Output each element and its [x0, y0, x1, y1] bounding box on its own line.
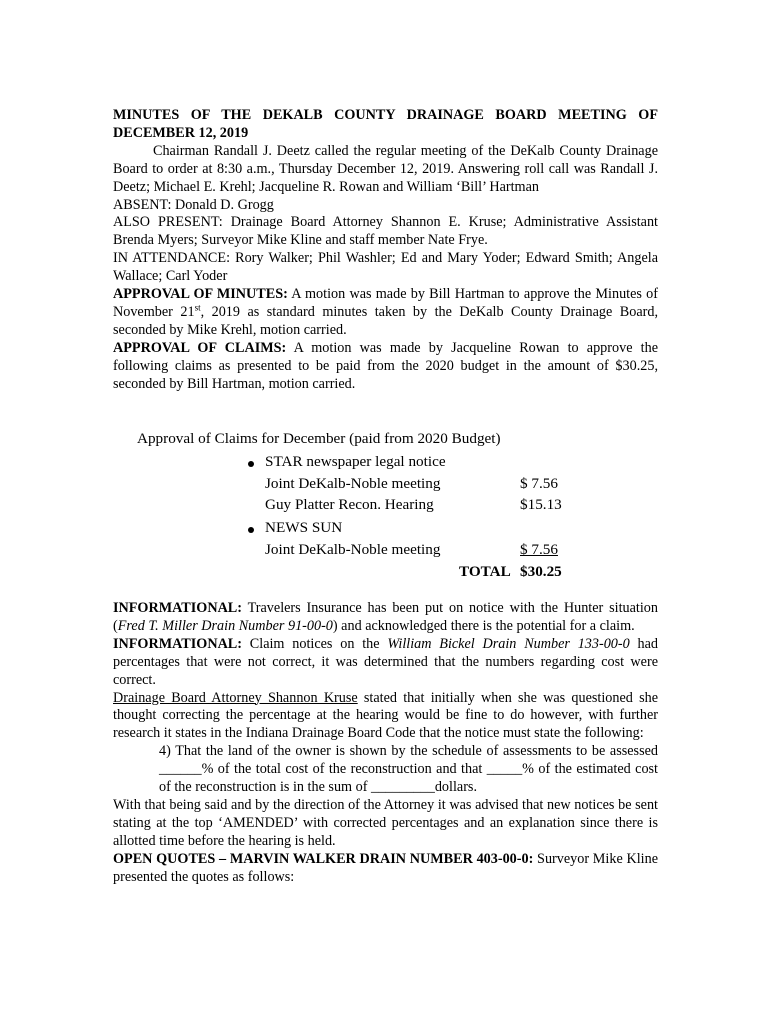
claims-total-amount: $30.25: [520, 563, 562, 580]
bullet-icon: [248, 527, 254, 533]
attendance-paragraph: IN ATTENDANCE: Rory Walker; Phil Washler; Ed and Mary Yoder; Edward Smith; Angela Wallace; Carl Yoder: [113, 250, 658, 285]
approval-of-claims-text: A motion was made by Jacqueline Rowan to approve the following claims as presented to be paid from the 2020 budget in the amount of $30.25, seconded by Bill Hartman, motion carried.: [113, 339, 658, 392]
code-quote: 4) That the land of the owner is shown by the schedule of assessments to be assessed ______% of the total cost of the reconstruction and that _____% of the estimated cost of the reconstruction is in the sum of _________dollars.: [159, 743, 658, 796]
approval-of-minutes-text-a: A motion was made by Bill Hartman to approve the Minutes of November 21: [113, 286, 658, 320]
informational-label: INFORMATIONAL:: [113, 635, 242, 652]
informational-text: had percentages that were not correct, it was determined that the numbers regarding cost were correct.: [113, 635, 658, 688]
approval-of-minutes-paragraph: [113, 286, 658, 340]
drain-name: Fred T. Miller Drain Number 91-00-0: [117, 617, 333, 634]
attorney-name: Drainage Board Attorney Shannon Kruse: [113, 689, 358, 706]
open-quotes-label: OPEN QUOTES – MARVIN WALKER DRAIN NUMBER 403-00-0:: [113, 850, 534, 867]
absent-line: ABSENT: Donald D. Grogg: [113, 196, 274, 213]
claims-item-amount: $ 7.56: [520, 541, 558, 558]
claims-item-label: Joint DeKalb-Noble meeting: [265, 541, 441, 558]
minutes-top-section: [113, 107, 658, 394]
informational-text: ) and acknowledged there is the potential for a claim.: [332, 617, 635, 634]
document-heading: MINUTES OF THE DEKALB COUNTY DRAINAGE BOARD MEETING OF DECEMBER 12, 2019: [113, 107, 658, 141]
open-quotes-text: Surveyor Mike Kline presented the quotes as follows:: [113, 850, 659, 885]
approval-of-claims-paragraph: [113, 340, 658, 394]
also-present-paragraph: ALSO PRESENT: Drainage Board Attorney Shannon E. Kruse; Administrative Assistant Brenda Myers; Surveyor Mike Kline and staff member Nate Frye.: [113, 214, 658, 249]
informational-paragraph-2: [113, 636, 658, 690]
claims-table-title: Approval of Claims for December (paid from 2020 Budget): [137, 430, 501, 447]
claims-group-name: NEWS SUN: [265, 519, 343, 536]
drain-name: William Bickel Drain Number 133-00-0: [387, 635, 630, 652]
intro-paragraph: Chairman Randall J. Deetz called the regular meeting of the DeKalb County Drainage Board to order at 8:30 a.m., Thursday December 12, 2019. Answering roll call was Randall J. Deetz; Michael E. Krehl; Jacqueline R. Rowan and William ‘Bill’ Hartman: [113, 142, 658, 195]
conclusion-paragraph: With that being said and by the direction of the Attorney it was advised that new notices be sent stating at the top ‘AMENDED’ with corrected percentages and an explanation since there is allotted time before the hearing is held.: [113, 796, 658, 849]
informational-text: Claim notices on the: [242, 635, 388, 652]
claims-item-amount: $15.13: [520, 496, 562, 513]
claims-item-label: Joint DeKalb-Noble meeting: [265, 475, 441, 492]
attorney-paragraph: [113, 690, 658, 744]
minutes-bottom-section: [113, 600, 658, 887]
informational-label: INFORMATIONAL:: [113, 600, 242, 616]
claims-item-label: Guy Platter Recon. Hearing: [265, 496, 434, 513]
bullet-icon: [248, 461, 254, 467]
claims-total-label: TOTAL: [459, 563, 511, 580]
claims-item-amount: $ 7.56: [520, 475, 558, 492]
attorney-text: stated that initially when she was questioned she thought correcting the percentage at the hearing would be fine to do however, with further research it states in the Indiana Drainage Board Code that the notice must state the following:: [113, 689, 658, 742]
open-quotes-paragraph: [113, 851, 658, 887]
approval-of-minutes-label: APPROVAL OF MINUTES:: [113, 286, 288, 303]
ordinal-suffix: st: [194, 302, 201, 313]
claims-group-name: STAR newspaper legal notice: [265, 453, 446, 470]
approval-of-claims-label: APPROVAL OF CLAIMS:: [113, 339, 287, 356]
informational-paragraph-1: [113, 600, 658, 636]
informational-text: Travelers Insurance has been put on notice with the Hunter situation (: [113, 600, 658, 634]
approval-of-minutes-text-b: , 2019 as standard minutes taken by the DeKalb County Drainage Board, seconded by Mike Krehl, motion carried.: [113, 303, 658, 338]
